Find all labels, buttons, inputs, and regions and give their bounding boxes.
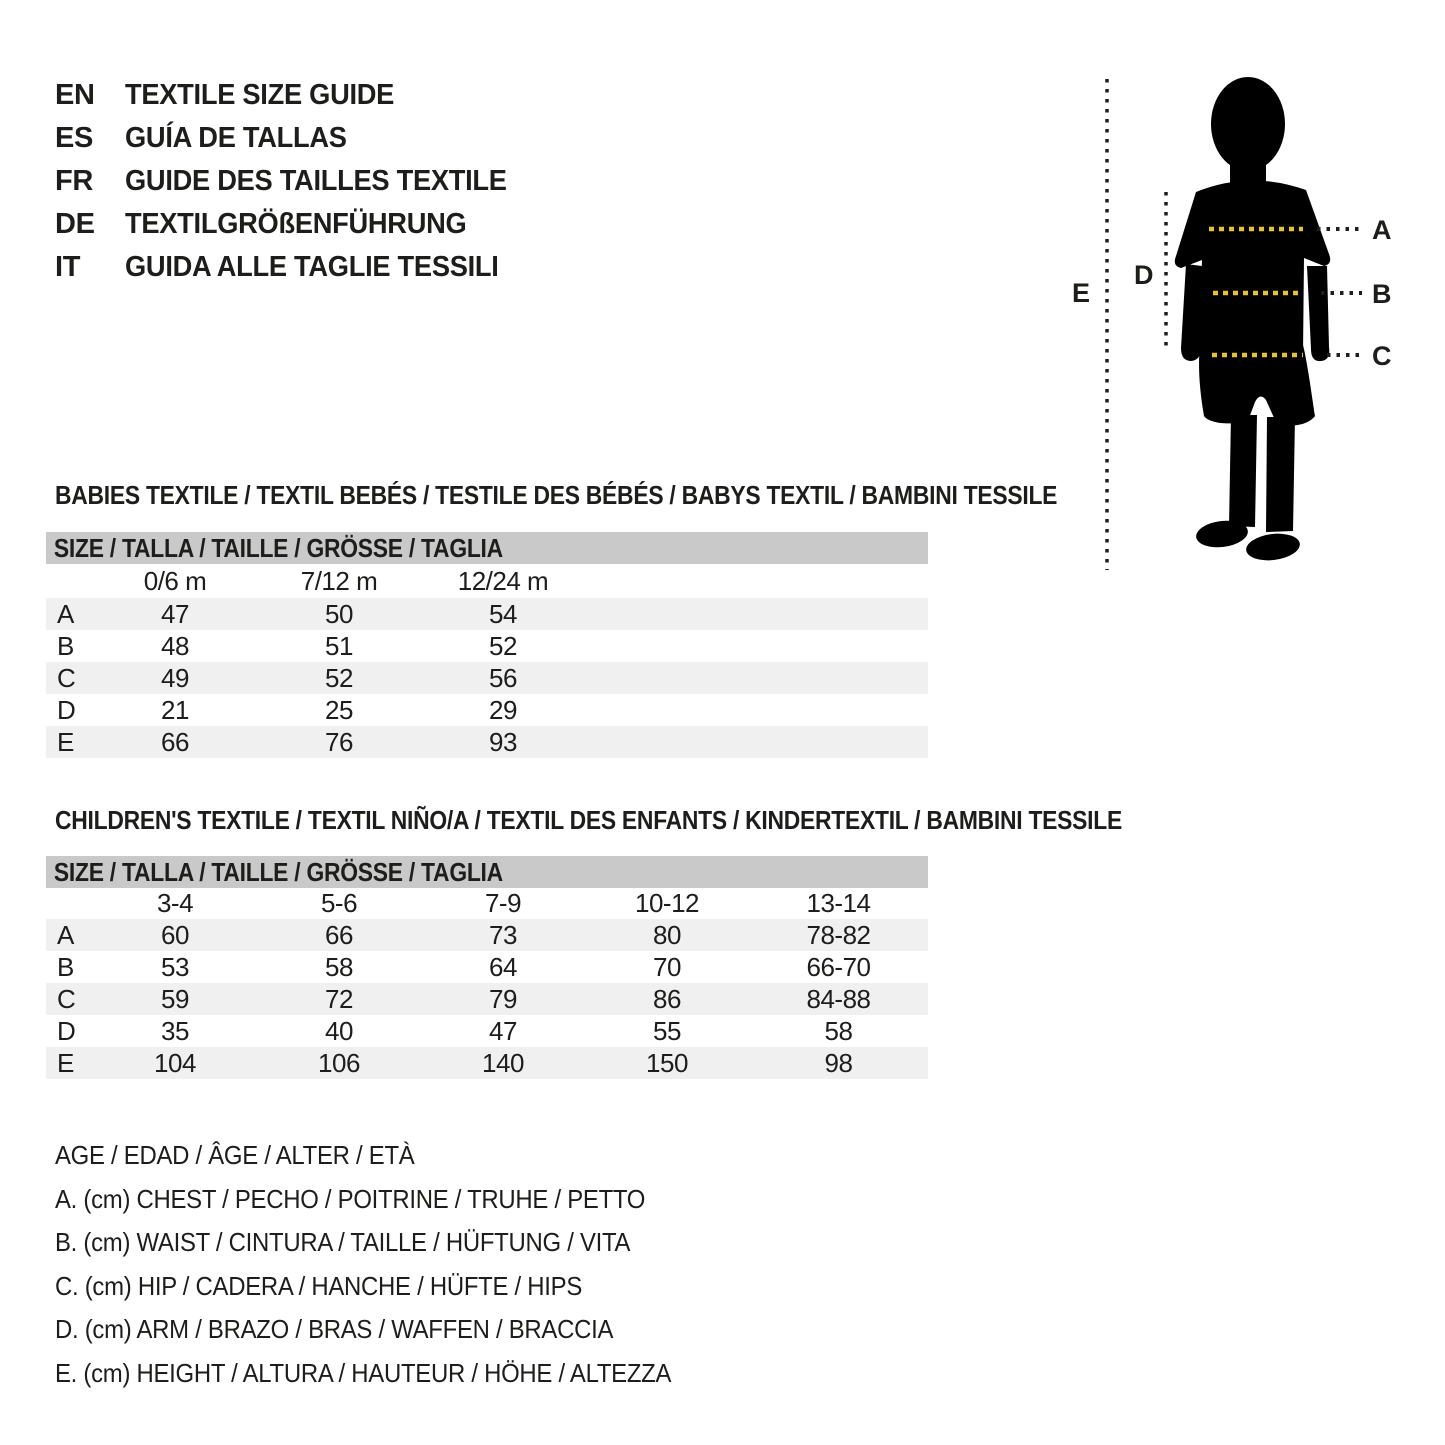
table-row xyxy=(46,1015,928,1047)
children-column-header: 13-14 xyxy=(806,888,871,918)
size-value: 54 xyxy=(489,598,517,629)
language-title: GUIDA ALLE TAGLIE TESSILI xyxy=(125,251,499,283)
table-row xyxy=(46,662,928,694)
size-value: 25 xyxy=(325,694,353,725)
row-label: C xyxy=(57,662,76,693)
babies-column-header: 7/12 m xyxy=(300,565,378,596)
babies-size-table xyxy=(46,532,928,758)
size-value: 51 xyxy=(325,630,353,661)
legend-line: D. (cm) ARM / BRAZO / BRAS / WAFFEN / BRACCIA xyxy=(55,1314,614,1344)
babies-rows xyxy=(46,598,928,758)
size-value: 79 xyxy=(489,983,517,1014)
size-value: 48 xyxy=(161,630,189,661)
silhouette-right-leg xyxy=(1266,417,1295,532)
size-value: 70 xyxy=(653,951,681,982)
measure-label-e: E xyxy=(1072,278,1091,308)
measure-label-a: A xyxy=(1372,215,1392,245)
measurement-legend xyxy=(55,1134,725,1395)
size-value: 104 xyxy=(154,1047,196,1078)
table-row xyxy=(46,983,928,1015)
size-value: 72 xyxy=(325,983,353,1014)
babies-column-header: 12/24 m xyxy=(457,565,549,596)
language-code: EN xyxy=(55,79,95,111)
children-size-table xyxy=(46,856,928,1079)
legend-line: C. (cm) HIP / CADERA / HANCHE / HÜFTE / HIPS xyxy=(55,1270,583,1301)
children-column-header: 7-9 xyxy=(484,888,522,918)
silhouette-left-leg xyxy=(1229,415,1257,527)
silhouette-right-shoe xyxy=(1245,531,1302,563)
size-value: 29 xyxy=(489,694,517,725)
size-value: 64 xyxy=(489,951,517,982)
row-label: B xyxy=(57,951,74,982)
legend-line: E. (cm) HEIGHT / ALTURA / HAUTEUR / HÖHE / ALTEZZA xyxy=(55,1357,672,1388)
size-value: 66-70 xyxy=(806,951,871,982)
size-value: 78-82 xyxy=(806,919,871,950)
language-list xyxy=(55,74,531,289)
language-code: ES xyxy=(55,122,94,154)
row-label: A xyxy=(57,598,74,629)
size-value: 59 xyxy=(161,983,189,1014)
language-row xyxy=(55,160,531,203)
row-label: E xyxy=(57,726,74,757)
table-row xyxy=(46,951,928,983)
size-value: 66 xyxy=(325,919,353,950)
measure-label-d: D xyxy=(1134,260,1154,290)
measurement-figure xyxy=(1050,60,1445,590)
size-value: 52 xyxy=(489,630,517,661)
language-row xyxy=(55,74,531,117)
language-title: TEXTILE SIZE GUIDE xyxy=(125,79,395,111)
language-title: TEXTILGRÖßENFÜHRUNG xyxy=(125,208,467,240)
row-label: C xyxy=(57,983,76,1014)
legend-line: AGE / EDAD / ÂGE / ALTER / ETÀ xyxy=(55,1140,415,1170)
row-label: B xyxy=(57,630,74,661)
babies-column-header: 0/6 m xyxy=(143,565,207,596)
row-label: D xyxy=(57,694,76,725)
children-column-header: 10-12 xyxy=(635,888,699,918)
babies-section-title: BABIES TEXTILE / TEXTIL BEBÉS / TESTILE DES BÉBÉS / BABYS TEXTIL / BAMBINI TESSILE xyxy=(55,480,1058,510)
child-silhouette-image xyxy=(1175,77,1330,563)
table-row xyxy=(46,919,928,951)
children-section-title: CHILDREN'S TEXTILE / TEXTIL NIÑO/A / TEXTIL DES ENFANTS / KINDERTEXTIL / BAMBINI TESSILE xyxy=(55,805,1122,835)
language-title: GUIDE DES TAILLES TEXTILE xyxy=(125,165,507,197)
table-row xyxy=(46,726,928,758)
children-column-header: 3-4 xyxy=(156,888,194,918)
children-column-header: 5-6 xyxy=(320,888,358,918)
size-value: 73 xyxy=(489,919,517,950)
size-value: 47 xyxy=(161,598,189,629)
row-label: A xyxy=(57,919,74,950)
language-code: DE xyxy=(55,208,95,240)
table-row xyxy=(46,630,928,662)
babies-column-headers xyxy=(46,564,928,598)
size-value: 150 xyxy=(646,1047,688,1078)
size-value: 106 xyxy=(318,1047,360,1078)
babies-size-header-text: SIZE / TALLA / TAILLE / GRÖSSE / TAGLIA xyxy=(53,532,503,563)
size-value: 52 xyxy=(325,662,353,693)
size-value: 21 xyxy=(161,694,189,725)
table-row xyxy=(46,1047,928,1079)
language-row xyxy=(55,203,531,246)
size-value: 56 xyxy=(489,662,517,693)
size-value: 76 xyxy=(325,726,353,757)
measure-label-c: C xyxy=(1372,341,1392,371)
children-column-headers xyxy=(46,888,928,919)
size-value: 50 xyxy=(325,598,353,629)
children-size-header-band xyxy=(46,856,928,888)
language-code: IT xyxy=(55,251,81,283)
size-value: 55 xyxy=(653,1015,681,1046)
size-value: 84-88 xyxy=(806,983,871,1014)
children-size-header-text: SIZE / TALLA / TAILLE / GRÖSSE / TAGLIA xyxy=(53,856,503,887)
size-value: 80 xyxy=(653,919,681,950)
size-value: 58 xyxy=(325,951,353,982)
legend-line: B. (cm) WAIST / CINTURA / TAILLE / HÜFTUNG / VITA xyxy=(55,1227,631,1257)
size-value: 53 xyxy=(161,951,189,982)
measure-label-b: B xyxy=(1372,279,1392,309)
silhouette-right-arm xyxy=(1307,266,1329,361)
legend-line: A. (cm) CHEST / PECHO / POITRINE / TRUHE / PETTO xyxy=(55,1183,646,1214)
size-value: 98 xyxy=(824,1047,853,1078)
size-value: 140 xyxy=(482,1047,524,1078)
size-value: 86 xyxy=(653,983,681,1014)
language-row xyxy=(55,117,531,160)
language-row xyxy=(55,246,531,289)
language-code: FR xyxy=(55,165,94,197)
size-value: 40 xyxy=(325,1015,353,1046)
children-rows xyxy=(46,919,928,1079)
size-value: 60 xyxy=(161,919,189,950)
size-value: 49 xyxy=(161,662,189,693)
babies-size-header-band xyxy=(46,532,928,564)
language-title: GUÍA DE TALLAS xyxy=(125,122,347,154)
size-value: 35 xyxy=(161,1015,189,1046)
size-value: 66 xyxy=(161,726,189,757)
row-label: D xyxy=(57,1015,76,1046)
size-value: 58 xyxy=(824,1015,853,1046)
silhouette-left-arm xyxy=(1181,264,1202,361)
table-row xyxy=(46,598,928,630)
size-value: 93 xyxy=(489,726,517,757)
size-value: 47 xyxy=(489,1015,517,1046)
row-label: E xyxy=(57,1047,74,1078)
table-row xyxy=(46,694,928,726)
